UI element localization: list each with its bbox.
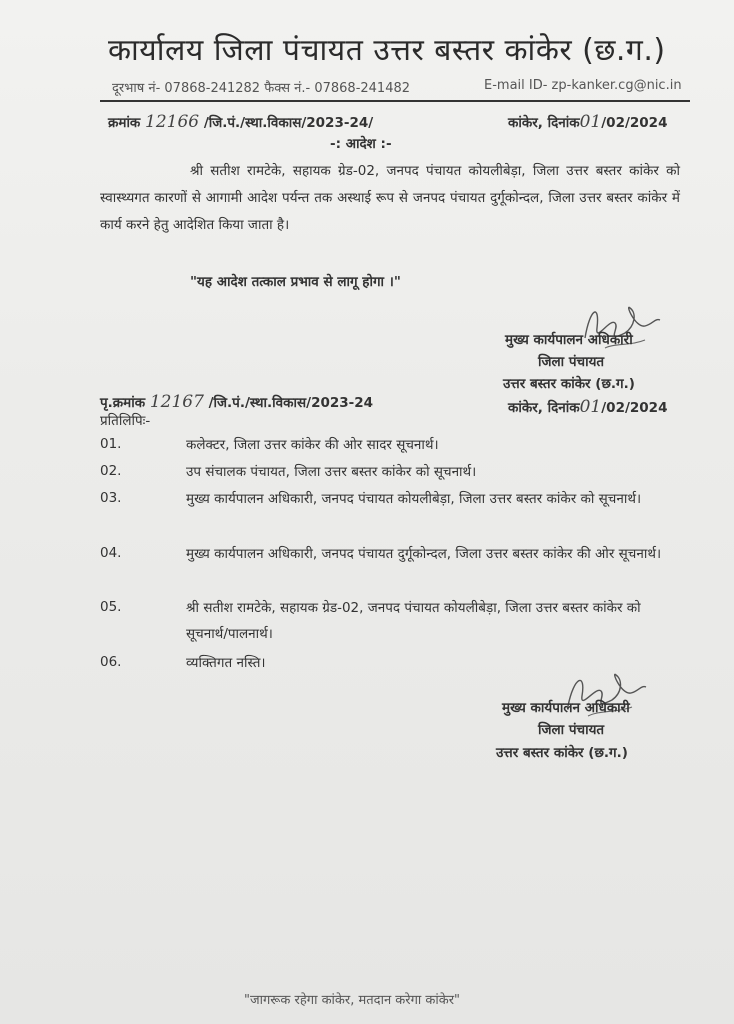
list-item-number: 01. <box>100 436 122 452</box>
date-label: कांकेर, दिनांक <box>508 115 580 131</box>
list-item-text: कलेक्टर, जिला उत्तर कांकेर की ओर सादर सूचनार्थ। <box>186 437 439 453</box>
email: E-mail ID- zp-kanker.cg@nic.in <box>484 78 682 93</box>
list-item-text: मुख्य कार्यपालन अधिकारी, जनपद पंचायत दुर्गूकोन्दल, जिला उत्तर बस्तर कांकेर की ओर सूचनार्थ। <box>186 546 662 562</box>
ref-suffix: /जि.पं./स्था.विकास/2023-24/ <box>203 115 374 131</box>
signatory-title: मुख्य कार्यपालन अधिकारी <box>502 700 630 716</box>
copy-ref-suffix: /जि.पं./स्था.विकास/2023-24 <box>208 395 374 411</box>
signatory-location: उत्तर बस्तर कांकेर (छ.ग.) <box>496 745 628 761</box>
order-reference <box>108 112 373 132</box>
list-item-text: मुख्य कार्यपालन अधिकारी, जनपद पंचायत कोयलीबेड़ा, जिला उत्तर बस्तर कांकेर को सूचनार्थ। <box>186 491 642 507</box>
copy-ref-number: 12167 <box>149 392 204 412</box>
office-title: कार्यालय जिला पंचायत उत्तर बस्तर कांकेर (छ.ग.) <box>108 33 666 68</box>
copy-date-label: कांकेर, दिनांक <box>508 400 580 416</box>
order-body <box>100 158 680 239</box>
list-item-text: उप संचालक पंचायत, जिला उत्तर बस्तर कांकेर को सूचनार्थ। <box>186 464 477 480</box>
ref-label: क्रमांक <box>108 115 141 131</box>
header-divider <box>100 100 690 102</box>
list-item-text: श्री सतीश रामटेके, सहायक ग्रेड-02, जनपद पंचायत कोयलीबेड़ा, जिला उत्तर बस्तर कांकेर को सूचनार्थ/पालनार्थ। <box>186 600 641 642</box>
phone-fax: दूरभाष नं- 07868-241282 फैक्स नं.- 07868-241482 <box>112 81 411 96</box>
order-body-text: श्री सतीश रामटेके, सहायक ग्रेड-02, जनपद पंचायत कोयलीबेड़ा, जिला उत्तर बस्तर कांकेर को स्वास्थ्यगत कारणों से आगामी आदेश पर्यन्त तक अस्थाई रूप से जनपद पंचायत दुर्गूकोन्दल, जिला उत्तर बस्तर कांकेर में कार्य करने हेतु आदेशित किया जाता है। <box>100 163 680 233</box>
list-item-number: 02. <box>100 463 122 479</box>
signatory-office: जिला पंचायत <box>538 722 605 738</box>
signatory-location: उत्तर बस्तर कांकेर (छ.ग.) <box>503 376 635 392</box>
effect-note: "यह आदेश तत्काल प्रभाव से लागू होगा ।" <box>190 274 401 290</box>
signatory-title: मुख्य कार्यपालन अधिकारी <box>505 332 633 348</box>
copy-heading: प्रतिलिपिः- <box>100 413 151 429</box>
signature-image <box>575 298 665 358</box>
copy-date-rest: /02/2024 <box>601 400 668 416</box>
copy-date <box>508 397 667 417</box>
order-heading: -: आदेश :- <box>330 136 392 152</box>
copy-ref-label: पृ.क्रमांक <box>100 395 146 411</box>
ref-number: 12166 <box>145 112 200 132</box>
signatory-office: जिला पंचायत <box>538 354 605 370</box>
date-day: 01 <box>579 112 602 132</box>
footer-slogan: "जागरूक रहेगा कांकेर, मतदान करेगा कांकेर" <box>244 993 461 1008</box>
list-item-number: 03. <box>100 490 122 506</box>
date-rest: /02/2024 <box>601 115 668 131</box>
order-date <box>508 112 667 132</box>
copy-date-day: 01 <box>579 397 602 417</box>
copy-reference <box>100 392 373 412</box>
list-item-number: 05. <box>100 599 122 615</box>
list-item-number: 04. <box>100 545 122 561</box>
list-item-text: व्यक्तिगत नस्ति। <box>186 655 266 671</box>
list-item-number: 06. <box>100 654 122 670</box>
